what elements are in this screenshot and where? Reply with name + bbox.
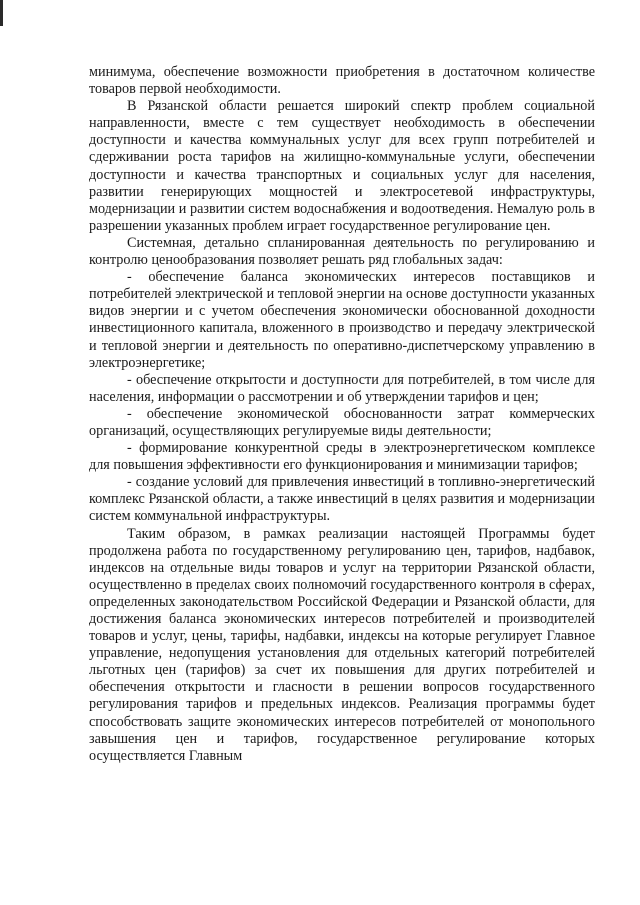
- scan-edge-mark: [0, 0, 3, 26]
- paragraph-continuation: минимума, обеспечение возможности приобретения в достаточном количестве товаров первой необходимости.: [89, 64, 595, 98]
- list-item-competition: - формирование конкурентной среды в электроэнергетическом комплексе для повышения эффективности его функционирования и минимизации тарифов;: [89, 440, 595, 474]
- list-item-investments: - создание условий для привлечения инвестиций в топливно-энергетический комплекс Рязанской области, а также инвестиций в целях развития и модернизации систем коммунальной инфраструктуры.: [89, 474, 595, 525]
- paragraph-conclusion: Таким образом, в рамках реализации настоящей Программы будет продолжена работа по государственному регулированию цен, тарифов, надбавок, индексов на отдельные виды товаров и услуг на территории Рязанской области, осуществленно в пределах своих полномочий государственного контроля в сферах, определенных законодательством Российской Федерации и Рязанской области, для достижения баланса экономических интересов потребителей и производителей товаров и услуг, цены, тарифы, надбавки, индексы на которые регулирует Главное управление, недопущения установления для отдельных категорий потребителей льготных цен (тарифов) за счет их повышения для других потребителей и обеспечения открытости и гласности в решении вопросов государственного регулирования тарифов и предельных индексов. Реализация программы будет способствовать защите экономических интересов потребителей от монопольного завышения цен и тарифов, государственное регулирование которых осуществляется Главным: [89, 525, 595, 764]
- list-item-openness: - обеспечение открытости и доступности для потребителей, в том числе для населения, информации о рассмотрении и об утверждении тарифов и цен;: [89, 371, 595, 405]
- list-item-cost-justification: - обеспечение экономической обоснованности затрат коммерческих организаций, осуществляющих регулируемые виды деятельности;: [89, 405, 595, 439]
- paragraph-tasks-intro: Системная, детально спланированная деятельность по регулированию и контролю ценообразования позволяет решать ряд глобальных задач:: [89, 234, 595, 269]
- document-page: [89, 64, 595, 765]
- list-item-balance: - обеспечение баланса экономических интересов поставщиков и потребителей электрической и тепловой энергии на основе доступности указанных видов энергии и с учетом обеспечения экономически обоснованной доходности инвестиционного капитала, вложенного в производство и передачу электрической и тепловой энергии и деятельность по оперативно-диспетчерскому управлению в электроэнергетике;: [89, 269, 595, 371]
- paragraph-problems: В Рязанской области решается широкий спектр проблем социальной направленности, вместе с тем существует необходимость в обеспечении доступности и качества коммунальных услуг для всех групп потребителей и сдерживании роста тарифов на жилищно-коммунальные услуги, обеспечении доступности и качества транспортных и социальных услуг для населения, развитии генерирующих мощностей и электросетевой инфраструктуры, модернизации и развитии систем водоснабжения и водоотведения. Немалую роль в разрешении указанных проблем играет государственное регулирование цен.: [89, 98, 595, 234]
